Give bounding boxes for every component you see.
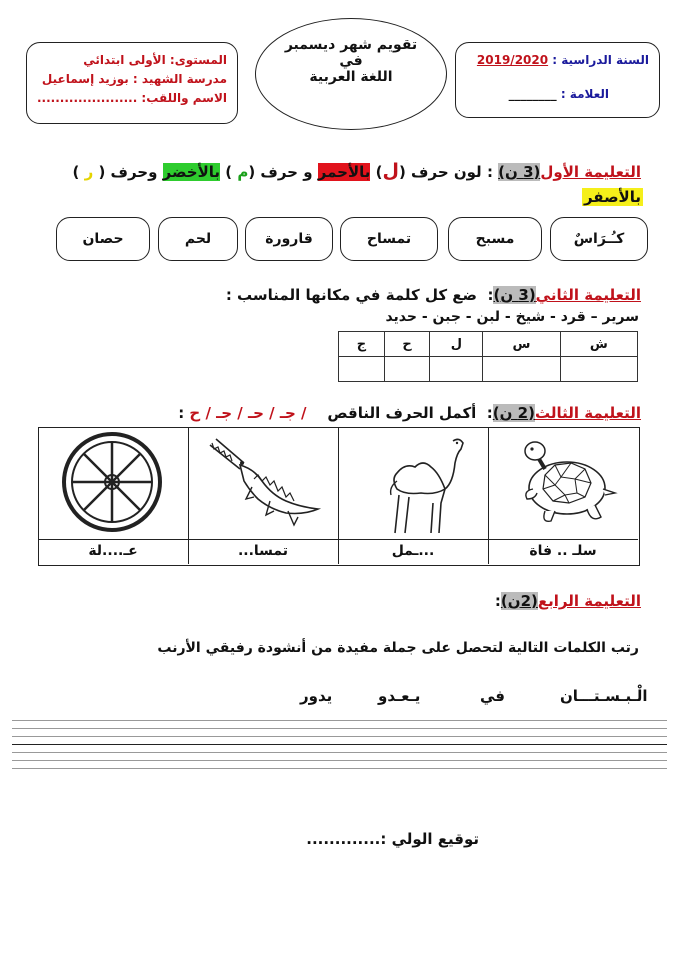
answer-cell[interactable] [560, 357, 637, 382]
ex2-colon: : [487, 286, 494, 304]
letter-table [338, 331, 638, 382]
oval-line2: في [339, 53, 363, 69]
ex1-letter-red: ل [382, 160, 399, 182]
ex2-heading [226, 286, 641, 304]
answer-camel: ...ـمل [391, 543, 435, 559]
ex3-title: التعليمة الثالث [534, 404, 641, 422]
crocodile-icon [200, 435, 330, 535]
ex1-letter-yellow: ر [84, 163, 94, 181]
header-oval [255, 18, 447, 130]
grade-blank: ________ [508, 87, 557, 101]
ex3-colon: : [486, 404, 493, 422]
header-left-box [26, 42, 238, 124]
grade-label: العلامة : [560, 87, 609, 101]
ex4-instruction: رتب الكلمات التالية لتحصل على جملة مفيدة من أنشودة رفيقي الأرنب [157, 640, 639, 656]
word-pill-3: تمساح [340, 217, 438, 261]
ex1-text-b: ) [370, 163, 383, 181]
word-pill-5: لحم [158, 217, 238, 261]
word-pill-6: حصان [56, 217, 150, 261]
year-label: السنة الدراسية : [552, 53, 649, 67]
letter-cell: ج [339, 332, 385, 357]
letter-cell: ح [384, 332, 430, 357]
ex2-points: (3 ن) [493, 286, 536, 304]
ex1-text-d: ) [220, 163, 238, 181]
answer-cell[interactable] [384, 357, 430, 382]
ex4-heading [495, 592, 641, 610]
letter-cell: ش [560, 332, 637, 357]
word-pill-1: كـُـرَاسٌ [550, 217, 648, 261]
answer-crocodile: تمسا... [237, 543, 289, 559]
ex2-title: التعليمة الثاني [535, 286, 641, 304]
school-line: مدرسة الشهيد : بوزيد إسماعيل [41, 72, 227, 86]
header-right-box [455, 42, 660, 118]
ex4-word-4: يدور [300, 687, 333, 705]
answer-cell[interactable] [339, 357, 385, 382]
oval-line1: تقويم شهر ديسمبر [284, 37, 418, 53]
ex1-word-green: بالأخضر [162, 163, 221, 181]
answer-wheel: عـ....لة [88, 543, 138, 559]
ex1-text-a: لون حرف ( [398, 163, 482, 181]
ex1-text-c: و حرف ( [248, 163, 318, 181]
ex1-word-red: بالأحمر [317, 163, 371, 181]
ex4-word-1: الْـبـسـتـــان [560, 687, 648, 705]
ex1-colon: : [486, 163, 499, 181]
ex4-colon: : [494, 592, 501, 610]
ex4-points: (2ن) [500, 592, 538, 610]
ex3-points: (2 ن) [492, 404, 535, 422]
ex4-word-2: في [480, 687, 505, 705]
turtle-icon [505, 433, 625, 533]
ex1-letter-green: م [237, 163, 249, 181]
ex1-points: (3 ن) [498, 163, 541, 181]
parent-signature: توقيع الولي :............. [306, 830, 479, 848]
table-header-row [339, 332, 638, 357]
ex1-text-e: وحرف ( [93, 163, 163, 181]
ex2-word-list: سرير – قرد - شيخ - لبن - جبن - حديد [385, 309, 639, 325]
answer-cell[interactable] [483, 357, 560, 382]
letter-cell: ل [430, 332, 483, 357]
oval-line3: اللغة العربية [309, 69, 393, 85]
ex4-word-3: يـعـدو [378, 687, 421, 705]
ex1-title: التعليمة الأول [540, 163, 641, 181]
table-answer-row [339, 357, 638, 382]
ex3-heading [178, 404, 641, 422]
ex1-word-yellow: بالأصفر [583, 188, 641, 206]
year-value: 2019/2020 [476, 53, 549, 67]
level-line: المستوى: الأولى ابتدائي [83, 53, 227, 67]
ex2-instruction: ضع كل كلمة في مكانها المناسب : [225, 286, 478, 304]
word-pill-4: قارورة [245, 217, 333, 261]
camel-icon [375, 433, 475, 537]
word-pill-2: مسبح [448, 217, 542, 261]
name-line: الاسم واللقب: ...................... [36, 91, 227, 105]
answer-cell[interactable] [430, 357, 483, 382]
ex1-text-f: ) [72, 163, 85, 181]
answer-turtle: سلـ .. فاة [529, 543, 597, 559]
ex3-instruction: أكمل الحرف الناقص [327, 404, 477, 422]
ex4-title: التعليمة الرابع [537, 592, 641, 610]
ex3-end-colon: : [178, 404, 185, 422]
ex1-heading [73, 160, 641, 182]
letter-cell: س [483, 332, 560, 357]
wheel-icon [60, 430, 164, 534]
ex3-letters: / جـ / حـ / جـ / ح [184, 404, 312, 422]
